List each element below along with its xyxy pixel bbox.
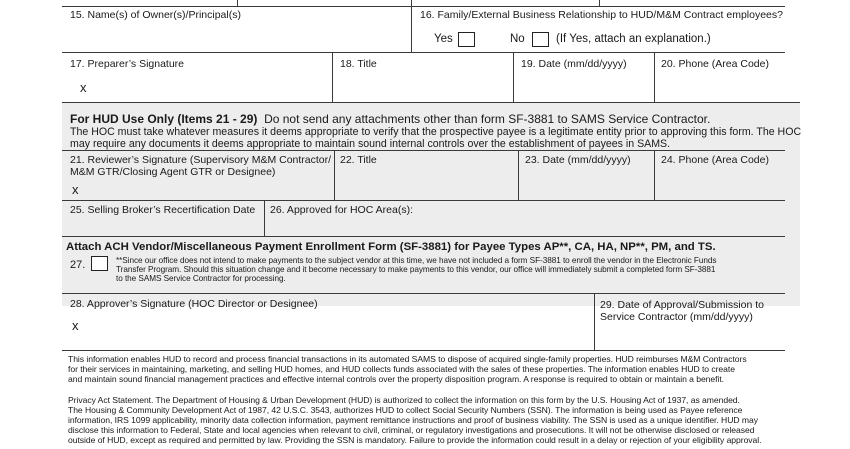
hud-heading-bold: For HUD Use Only (Items 21 - 29) <box>70 112 258 126</box>
approved-hoc-areas-label: 26. Approved for HOC Area(s): <box>270 204 413 216</box>
row28-top-rule <box>62 293 785 294</box>
row17-divider-2 <box>513 52 514 102</box>
no-checkbox[interactable] <box>532 32 549 47</box>
hud-instruction-line-1: The HOC must take whatever measures it deems appropriate to verify that the prospective payee is a legitimate entity prior to approving this form. The HOC <box>70 126 802 138</box>
privacy-line-3: information, IRS 1099 applicability, minority data collection information, payment remittance instructions and proof of business viability. The SSN is used as a unique identifier. HUD may <box>68 415 758 425</box>
row21-divider-2 <box>518 150 519 200</box>
yes-label: Yes <box>434 33 453 45</box>
row17-divider-1 <box>332 52 333 102</box>
owner-names-label: 15. Name(s) of Owner(s)/Principal(s) <box>70 9 241 21</box>
privacy-line-4: disclose this information to Federal, State and local agencies when relevant to civil, criminal, or regulatory investigations and prosecutions. It will not be otherwise disclosed or released <box>68 425 755 435</box>
info-line-2: for their services in maintaining, marketing, and selling HUD homes, and HUD collects funds associated with the sales of these properties. The information enables HUD to create <box>68 364 735 374</box>
reviewer-signature-x: x <box>72 182 79 197</box>
hud-instruction-line-2: may require any documents it deems appropriate to maintain sound internal controls over the establishment of payees in SAMS. <box>70 138 671 150</box>
reviewer-date-label: 23. Date (mm/dd/yyyy) <box>525 154 631 166</box>
preparer-phone-label: 20. Phone (Area Code) <box>661 58 769 70</box>
privacy-line-5: outside of HUD, except as required and permitted by law. Providing the SSN is mandatory. Failure to provide the information could result in a delay or rejection of your eligibility approval. <box>68 435 762 445</box>
info-line-3: and maintain sound financial management practices and effective internal controls over the property disposition program. A response is required to obtain or maintain a benefit. <box>68 374 725 384</box>
row17-divider-3 <box>654 52 655 102</box>
row28-bottom-rule <box>62 350 785 351</box>
row21-top-rule <box>62 150 785 151</box>
ach-heading: Attach ACH Vendor/Miscellaneous Payment Enrollment Form (SF-3881) for Payee Types AP**, CA, HA, NP**, PM, and TS. <box>66 241 716 253</box>
reviewer-phone-label: 24. Phone (Area Code) <box>661 154 769 166</box>
row21-divider-1 <box>334 150 335 200</box>
privacy-line-1: Privacy Act Statement. The Department of Housing & Urban Development (HUD) is authorized to collect the information on this form by the U.S. Housing Act of 1937, as amended. <box>68 395 740 405</box>
top-divider-3 <box>599 0 600 6</box>
approver-signature-x: x <box>72 318 79 333</box>
row25-bottom-rule <box>62 236 785 237</box>
reviewer-title-label: 22. Title <box>340 154 377 166</box>
row21-divider-3 <box>654 150 655 200</box>
privacy-line-2: The Housing & Community Development Act of 1987, 42 U.S.C. 3543, authorizes HUD to collect Social Security Numbers (SSN). The information is being used as Payee reference <box>68 405 743 415</box>
yes-checkbox[interactable] <box>458 32 475 47</box>
hud-section-heading <box>70 112 710 126</box>
preparer-date-label: 19. Date (mm/dd/yyyy) <box>521 58 627 70</box>
no-label: No <box>510 33 525 45</box>
row25-top-rule <box>62 200 785 201</box>
approval-date-label-line-2: Service Contractor (mm/dd/yyyy) <box>600 311 753 323</box>
reviewer-signature-label-line-2: M&M GTR/Closing Agent GTR or Designee) <box>70 166 276 178</box>
broker-recertification-label: 25. Selling Broker’s Recertification Date <box>70 204 256 216</box>
top-rule <box>62 6 785 7</box>
approval-date-label-line-1: 29. Date of Approval/Submission to <box>600 299 765 311</box>
row28-divider <box>594 293 595 350</box>
row25-divider <box>264 200 265 236</box>
info-line-1: This information enables HUD to record and process financial transactions in its automated SAMS to dispose of acquired single-family properties. HUD reimburses M&M Contractors <box>68 354 747 364</box>
preparer-signature-label: 17. Preparer’s Signature <box>70 58 185 70</box>
ach-note-line-1: **Since our office does not intend to make payments to the subject vendor at this time, we have not included a form SF-3881 to enroll the vendor in the Electronic Funds <box>116 256 717 265</box>
approver-signature-label: 28. Approver’s Signature (HOC Director or Designee) <box>70 298 318 310</box>
preparer-title-label: 18. Title <box>340 58 377 70</box>
ach-note-line-2: Transfer Program. Should this situation change and it become necessary to make payments to this vendor, our office will immediately submit a completed form SF-3881 <box>116 265 716 274</box>
hud-heading-rest: Do not send any attachments other than form SF-3881 to SAMS Service Contractor. <box>264 112 711 126</box>
row15-bottom-rule <box>62 52 785 53</box>
family-relationship-label: 16. Family/External Business Relationship to HUD/M&M Contract employees? <box>420 9 783 21</box>
ach-note-line-3: to the SAMS Service Contractor for processing. <box>116 274 286 283</box>
hud-section-top-rule <box>62 102 800 103</box>
top-divider-1 <box>237 0 238 6</box>
item-27-number: 27. <box>70 259 86 271</box>
reviewer-signature-label-line-1: 21. Reviewer’s Signature (Supervisory M&M Contractor/ <box>70 154 332 166</box>
explain-label: (If Yes, attach an explanation.) <box>556 33 711 45</box>
preparer-signature-x: x <box>80 80 87 95</box>
item-27-checkbox[interactable] <box>91 256 108 271</box>
top-divider-2 <box>411 0 412 52</box>
